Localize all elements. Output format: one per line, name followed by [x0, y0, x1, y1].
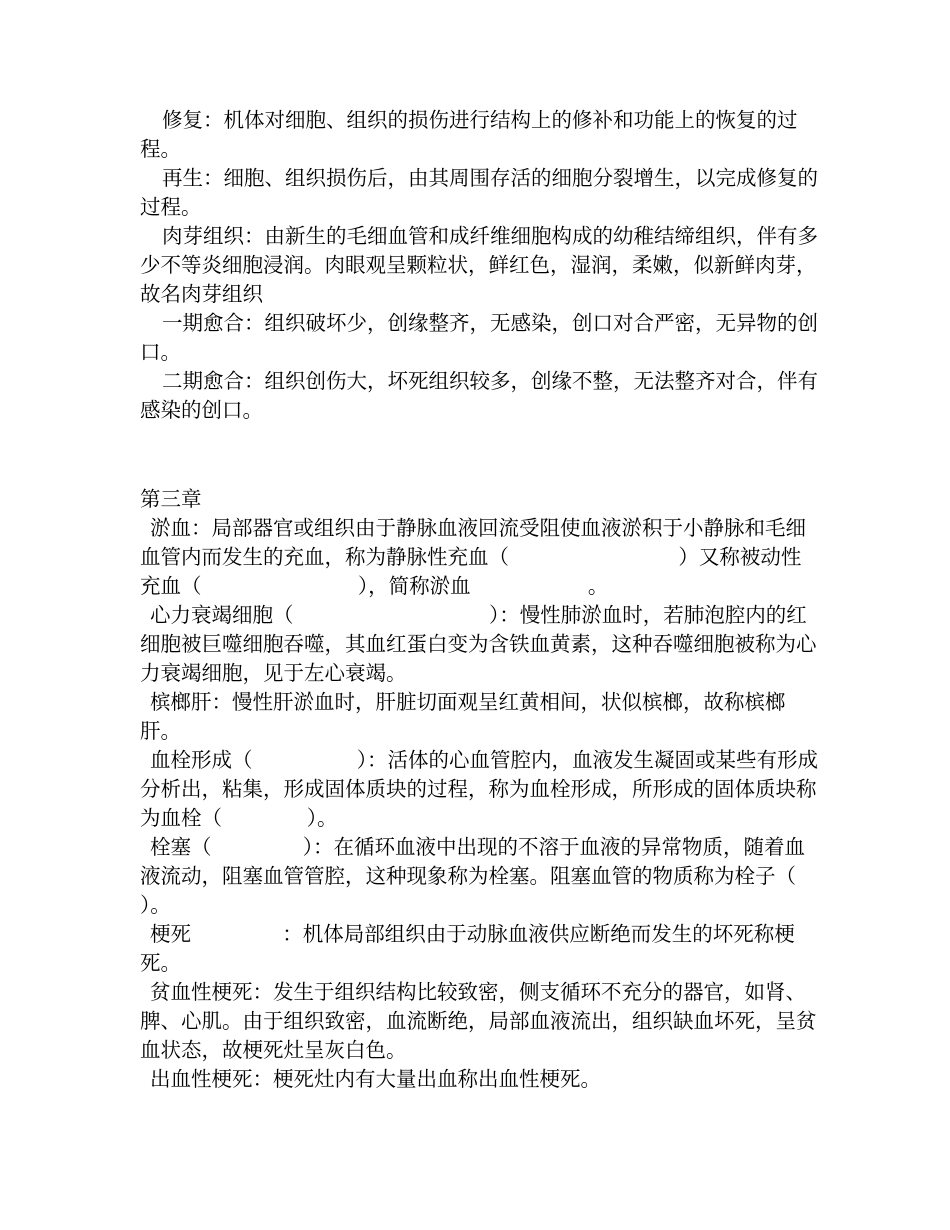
definition-secondary-healing: 二期愈合：组织创伤大，坏死组织较多，创缘不整，无法整齐对合，伴有感染的创口。	[140, 369, 818, 422]
definition-hemorrhagic-infarct: 出血性梗死：梗死灶内有大量出血称出血性梗死。	[150, 1067, 601, 1091]
definition-infarction: 梗死 ：机体局部组织由于动脉血液供应断绝而发生的坏死称梗死。	[140, 922, 795, 975]
definition-heart-failure-cells: 心力衰竭细胞（ ）：慢性肺淤血时，若肺泡腔内的红细胞被巨噬细胞吞噬，其血红蛋白变为含铁血黄素，这种吞噬细胞被称为心力衰竭细胞，见于左心衰竭。	[140, 603, 817, 685]
section-spacer	[140, 425, 820, 485]
definition-repair: 修复：机体对细胞、组织的损伤进行结构上的修补和功能上的恢复的过程。	[140, 108, 798, 161]
definition-granulation-tissue: 肉芽组织：由新生的毛细血管和成纤维细胞构成的幼稚结缔组织，伴有多少不等炎细胞浸润。肉眼观呈颗粒状，鲜红色，湿润，柔嫩，似新鲜肉芽，故名肉芽组织	[140, 224, 818, 306]
definition-regeneration: 再生：细胞、组织损伤后，由其周围存活的细胞分裂增生，以完成修复的过程。	[140, 166, 818, 219]
chapter-title: 第三章	[140, 487, 202, 511]
definition-congestion: 淤血：局部器官或组织由于静脉血液回流受阻使血液淤积于小静脉和毛细血管内而发生的充血，称为静脉性充血（ ）又称被动性充血（ ），简称淤血 。	[140, 516, 806, 598]
document-page	[140, 106, 881, 1094]
definition-thrombosis: 血栓形成（ ）：活体的心血管腔内，血液发生凝固或某些有形成分析出，粘集，形成固体质块的过程，称为血栓形成，所形成的固体质块称为血栓（ ）。	[140, 748, 819, 830]
definition-nutmeg-liver: 槟榔肝：慢性肝淤血时，肝脏切面观呈红黄相间，状似槟榔，故称槟榔肝。	[140, 690, 786, 743]
definition-anemic-infarct: 贫血性梗死：发生于组织结构比较致密，侧支循环不充分的器官，如肾、脾、心肌。由于组织致密，血流断绝，局部血液流出，组织缺血坏死，呈贫血状态，故梗死灶呈灰白色。	[140, 980, 817, 1062]
definition-embolism: 栓塞（ ）：在循环血液中出现的不溶于血液的异常物质，随着血液流动，阻塞血管管腔，这种现象称为栓塞。阻塞血管的物质称为栓子（ ）。	[140, 835, 881, 917]
definition-primary-healing: 一期愈合：组织破坏少，创缘整齐，无感染，创口对合严密，无异物的创口。	[140, 311, 818, 364]
